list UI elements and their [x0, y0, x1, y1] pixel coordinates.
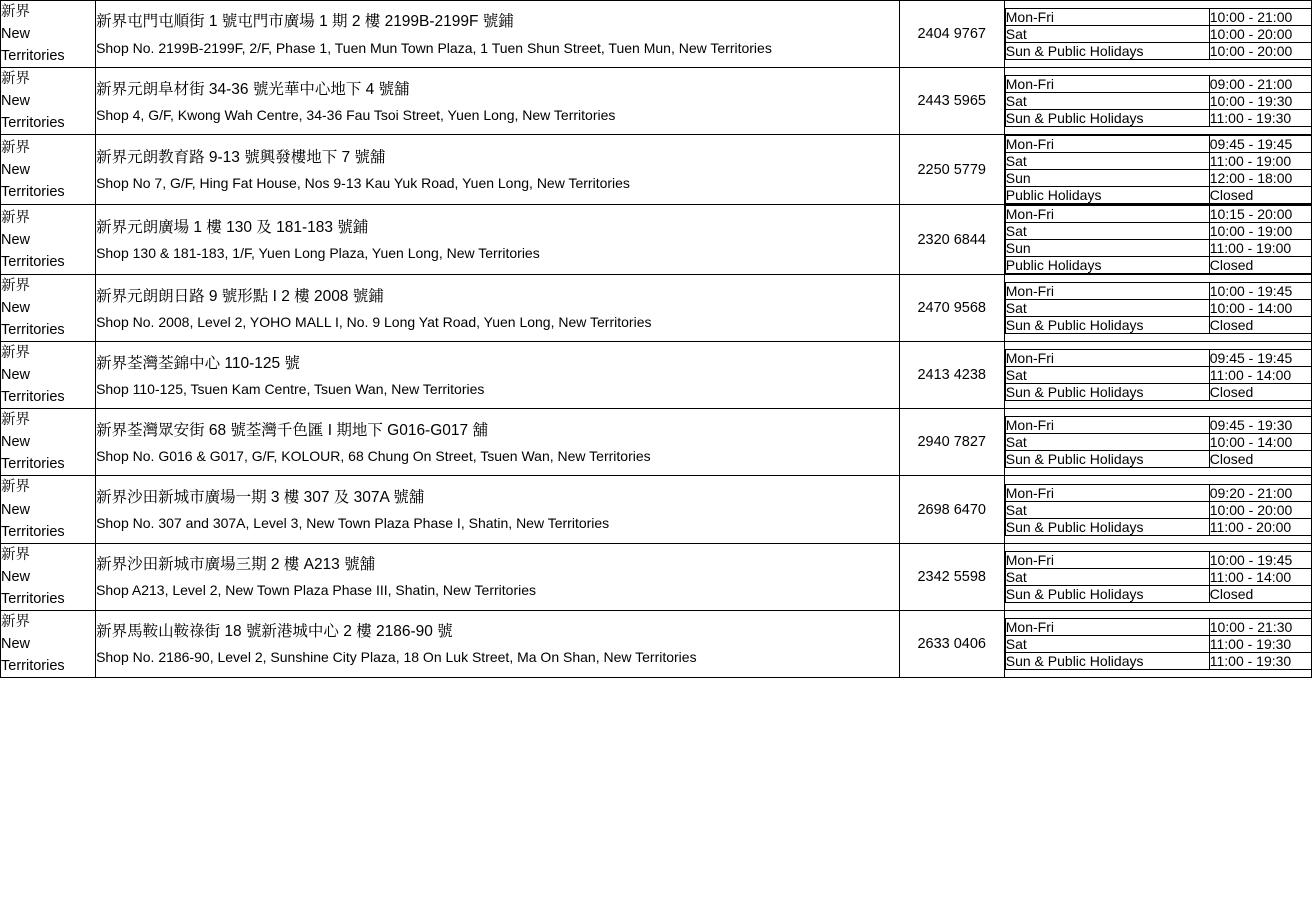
opening-hours-table — [1005, 484, 1312, 536]
opening-hours-day: Mon-Fri — [1005, 484, 1209, 501]
address-en: Shop No 7, G/F, Hing Fat House, Nos 9-13 Kau Yuk Road, Yuen Long, New Territories — [96, 175, 630, 192]
region-label-en-line2: Territories — [1, 456, 65, 473]
opening-hours-row — [1005, 417, 1312, 434]
opening-hours-day: Mon-Fri — [1005, 350, 1209, 367]
table-row — [1, 476, 1312, 543]
region-cell — [1, 205, 96, 275]
opening-hours-row — [1005, 501, 1312, 518]
address-en: Shop No. 2186-90, Level 2, Sunshine City Plaza, 18 On Luk Street, Ma On Shan, New Territories — [96, 649, 697, 666]
opening-hours-time: 12:00 - 18:00 — [1209, 170, 1312, 187]
table-row — [1, 135, 1312, 205]
opening-hours-time: 11:00 - 14:00 — [1209, 367, 1312, 384]
opening-hours-row — [1005, 187, 1312, 204]
table-row — [1, 543, 1312, 610]
table-row — [1, 610, 1312, 677]
opening-hours-day: Sun & Public Holidays — [1005, 518, 1209, 535]
opening-hours-day: Sat — [1005, 635, 1209, 652]
opening-hours-table — [1005, 282, 1312, 334]
opening-hours-day: Public Holidays — [1005, 187, 1209, 204]
region-label-en-line2: Territories — [1, 322, 65, 339]
region-cell — [1, 275, 96, 342]
phone-number: 2470 9568 — [899, 275, 1004, 342]
opening-hours-time: 10:00 - 20:00 — [1209, 43, 1312, 60]
opening-hours-day: Sun & Public Holidays — [1005, 110, 1209, 127]
phone-number: 2342 5598 — [899, 543, 1004, 610]
opening-hours-time: Closed — [1209, 317, 1312, 334]
address-cell — [96, 68, 900, 135]
opening-hours-time: 11:00 - 19:00 — [1209, 153, 1312, 170]
address-zh: 新界荃灣眾安街 68 號荃灣千色匯 I 期地下 G016-G017 舖 — [96, 421, 488, 439]
opening-hours-day: Sat — [1005, 501, 1209, 518]
opening-hours-row — [1005, 451, 1312, 468]
region-label-zh: 新界 — [1, 4, 30, 20]
opening-hours-row — [1005, 170, 1312, 187]
opening-hours-cell — [1004, 610, 1311, 677]
region-label-en-line2: Territories — [1, 48, 65, 65]
opening-hours-row — [1005, 153, 1312, 170]
opening-hours-time: Closed — [1209, 585, 1312, 602]
region-label-en-line1: New — [1, 434, 31, 451]
opening-hours-time: Closed — [1209, 384, 1312, 401]
opening-hours-day: Mon-Fri — [1005, 9, 1209, 26]
opening-hours-table — [1005, 618, 1312, 670]
opening-hours-row — [1005, 26, 1312, 43]
region-label-en-line1: New — [1, 231, 31, 248]
region-label-en-line2: Territories — [1, 253, 65, 270]
phone-number: 2443 5965 — [899, 68, 1004, 135]
opening-hours-table — [1005, 8, 1312, 60]
address-zh: 新界元朗教育路 9-13 號興發樓地下 7 號舖 — [96, 149, 386, 167]
opening-hours-day: Sun — [1005, 170, 1209, 187]
opening-hours-cell — [1004, 476, 1311, 543]
opening-hours-row — [1005, 384, 1312, 401]
region-label-zh: 新界 — [1, 139, 30, 156]
region-label-en-line1: New — [1, 93, 31, 110]
opening-hours-row — [1005, 300, 1312, 317]
region-label-zh: 新界 — [1, 71, 30, 88]
opening-hours-day: Public Holidays — [1005, 257, 1209, 274]
region-cell — [1, 610, 96, 677]
opening-hours-cell — [1004, 68, 1311, 135]
opening-hours-row — [1005, 434, 1312, 451]
opening-hours-time: 10:15 - 20:00 — [1209, 206, 1312, 223]
opening-hours-day: Sat — [1005, 434, 1209, 451]
opening-hours-table — [1005, 135, 1312, 204]
opening-hours-time: 11:00 - 19:30 — [1209, 110, 1312, 127]
opening-hours-row — [1005, 43, 1312, 60]
phone-number: 2633 0406 — [899, 610, 1004, 677]
opening-hours-time: 10:00 - 19:45 — [1209, 551, 1312, 568]
opening-hours-row — [1005, 484, 1312, 501]
phone-number: 2320 6844 — [899, 205, 1004, 275]
opening-hours-row — [1005, 9, 1312, 26]
region-label-en-line1: New — [1, 568, 31, 585]
opening-hours-day: Sun & Public Holidays — [1005, 652, 1209, 669]
phone-number: 2413 4238 — [899, 342, 1004, 409]
opening-hours-row — [1005, 635, 1312, 652]
opening-hours-day: Sun & Public Holidays — [1005, 585, 1209, 602]
region-label-zh: 新界 — [1, 345, 30, 362]
address-cell — [96, 135, 900, 205]
region-cell — [1, 68, 96, 135]
address-en: Shop No. G016 & G017, G/F, KOLOUR, 68 Chung On Street, Tsuen Wan, New Territories — [96, 447, 651, 464]
address-zh: 新界屯門屯順街 1 號屯門市廣場 1 期 2 樓 2199B-2199F 號鋪 — [96, 13, 514, 31]
opening-hours-day: Mon-Fri — [1005, 283, 1209, 300]
region-label-en-line2: Territories — [1, 183, 65, 200]
opening-hours-time: 11:00 - 14:00 — [1209, 568, 1312, 585]
opening-hours-time: 10:00 - 14:00 — [1209, 300, 1312, 317]
region-cell — [1, 409, 96, 476]
opening-hours-row — [1005, 367, 1312, 384]
opening-hours-time: 10:00 - 14:00 — [1209, 434, 1312, 451]
opening-hours-day: Sun — [1005, 240, 1209, 257]
region-label-en-line2: Territories — [1, 657, 65, 674]
region-label-en-line2: Territories — [1, 590, 65, 607]
opening-hours-time: 11:00 - 20:00 — [1209, 518, 1312, 535]
opening-hours-row — [1005, 652, 1312, 669]
opening-hours-row — [1005, 350, 1312, 367]
opening-hours-day: Sat — [1005, 300, 1209, 317]
opening-hours-time: 09:45 - 19:30 — [1209, 417, 1312, 434]
address-en: Shop 4, G/F, Kwong Wah Centre, 34-36 Fau Tsoi Street, Yuen Long, New Territories — [96, 106, 616, 123]
opening-hours-time: 10:00 - 19:30 — [1209, 93, 1312, 110]
region-label-en-line1: New — [1, 367, 31, 384]
phone-number: 2250 5779 — [899, 135, 1004, 205]
address-en: Shop 110-125, Tsuen Kam Centre, Tsuen Wan, New Territories — [96, 380, 485, 397]
region-cell — [1, 1, 96, 68]
opening-hours-time: 10:00 - 19:45 — [1209, 283, 1312, 300]
address-zh: 新界沙田新城市廣場三期 2 樓 A213 號舖 — [96, 556, 376, 574]
opening-hours-day: Sat — [1005, 26, 1209, 43]
opening-hours-cell — [1004, 205, 1311, 275]
region-label-en-line2: Territories — [1, 115, 65, 132]
region-label-zh: 新界 — [1, 546, 30, 563]
address-zh: 新界馬鞍山鞍祿街 18 號新港城中心 2 樓 2186-90 號 — [96, 623, 453, 641]
opening-hours-table — [1005, 349, 1312, 401]
opening-hours-time: 10:00 - 21:00 — [1209, 9, 1312, 26]
opening-hours-time: 09:45 - 19:45 — [1209, 136, 1312, 153]
opening-hours-row — [1005, 568, 1312, 585]
opening-hours-time: 11:00 - 19:00 — [1209, 240, 1312, 257]
address-cell — [96, 610, 900, 677]
opening-hours-row — [1005, 240, 1312, 257]
opening-hours-time: 10:00 - 20:00 — [1209, 501, 1312, 518]
opening-hours-table — [1005, 75, 1312, 127]
opening-hours-day: Sun & Public Holidays — [1005, 384, 1209, 401]
phone-number: 2698 6470 — [899, 476, 1004, 543]
address-zh: 新界沙田新城市廣場一期 3 樓 307 及 307A 號舖 — [96, 488, 425, 506]
address-cell — [96, 1, 900, 68]
opening-hours-time: Closed — [1209, 257, 1312, 274]
region-cell — [1, 135, 96, 205]
opening-hours-row — [1005, 518, 1312, 535]
opening-hours-row — [1005, 223, 1312, 240]
address-cell — [96, 476, 900, 543]
region-label-en-line1: New — [1, 26, 31, 43]
address-cell — [96, 409, 900, 476]
opening-hours-row — [1005, 283, 1312, 300]
opening-hours-day: Sun & Public Holidays — [1005, 43, 1209, 60]
opening-hours-row — [1005, 76, 1312, 93]
opening-hours-table — [1005, 205, 1312, 274]
opening-hours-day: Mon-Fri — [1005, 136, 1209, 153]
address-zh: 新界元朗阜材街 34-36 號光華中心地下 4 號舖 — [96, 80, 410, 98]
opening-hours-day: Sat — [1005, 223, 1209, 240]
region-label-zh: 新界 — [1, 209, 30, 226]
opening-hours-cell — [1004, 275, 1311, 342]
table-row — [1, 275, 1312, 342]
opening-hours-cell — [1004, 1, 1311, 68]
opening-hours-day: Mon-Fri — [1005, 76, 1209, 93]
opening-hours-time: Closed — [1209, 451, 1312, 468]
opening-hours-day: Mon-Fri — [1005, 618, 1209, 635]
opening-hours-day: Sat — [1005, 93, 1209, 110]
opening-hours-time: 09:45 - 19:45 — [1209, 350, 1312, 367]
opening-hours-day: Mon-Fri — [1005, 551, 1209, 568]
opening-hours-day: Mon-Fri — [1005, 206, 1209, 223]
opening-hours-row — [1005, 206, 1312, 223]
address-en: Shop 130 & 181-183, 1/F, Yuen Long Plaza, Yuen Long, New Territories — [96, 245, 540, 262]
region-label-en-line1: New — [1, 161, 31, 178]
region-label-zh: 新界 — [1, 479, 30, 496]
opening-hours-row — [1005, 93, 1312, 110]
table-row — [1, 409, 1312, 476]
opening-hours-day: Sun & Public Holidays — [1005, 317, 1209, 334]
opening-hours-time: 09:20 - 21:00 — [1209, 484, 1312, 501]
opening-hours-row — [1005, 317, 1312, 334]
opening-hours-row — [1005, 551, 1312, 568]
opening-hours-day: Mon-Fri — [1005, 417, 1209, 434]
region-cell — [1, 543, 96, 610]
address-en: Shop A213, Level 2, New Town Plaza Phase III, Shatin, New Territories — [96, 582, 537, 599]
table-row — [1, 68, 1312, 135]
address-en: Shop No. 2008, Level 2, YOHO MALL I, No. 9 Long Yat Road, Yuen Long, New Territories — [96, 313, 652, 330]
opening-hours-time: 11:00 - 19:30 — [1209, 652, 1312, 669]
region-label-en-line1: New — [1, 635, 31, 652]
phone-number: 2940 7827 — [899, 409, 1004, 476]
opening-hours-table — [1005, 416, 1312, 468]
region-label-en-line2: Territories — [1, 389, 65, 406]
address-en: Shop No. 307 and 307A, Level 3, New Town Plaza Phase I, Shatin, New Territories — [96, 515, 610, 532]
opening-hours-day: Sun & Public Holidays — [1005, 451, 1209, 468]
table-row — [1, 1, 1312, 68]
table-row — [1, 342, 1312, 409]
opening-hours-time: Closed — [1209, 187, 1312, 204]
opening-hours-time: 10:00 - 21:30 — [1209, 618, 1312, 635]
table-row — [1, 205, 1312, 275]
opening-hours-cell — [1004, 543, 1311, 610]
address-zh: 新界荃灣荃錦中心 110-125 號 — [96, 354, 300, 372]
opening-hours-row — [1005, 257, 1312, 274]
phone-number: 2404 9767 — [899, 1, 1004, 68]
opening-hours-time: 10:00 - 19:00 — [1209, 223, 1312, 240]
region-label-en-line1: New — [1, 501, 31, 518]
opening-hours-table — [1005, 551, 1312, 603]
opening-hours-day: Sat — [1005, 153, 1209, 170]
region-cell — [1, 476, 96, 543]
address-cell — [96, 342, 900, 409]
opening-hours-day: Sat — [1005, 367, 1209, 384]
region-label-en-line1: New — [1, 300, 31, 317]
opening-hours-cell — [1004, 409, 1311, 476]
address-cell — [96, 205, 900, 275]
opening-hours-cell — [1004, 135, 1311, 205]
address-en: Shop No. 2199B-2199F, 2/F, Phase 1, Tuen Mun Town Plaza, 1 Tuen Shun Street, Tuen Mun, New Territories — [96, 39, 772, 56]
region-label-en-line2: Territories — [1, 523, 65, 540]
opening-hours-row — [1005, 110, 1312, 127]
store-table-body — [1, 1, 1312, 678]
address-zh: 新界元朗朗日路 9 號形點 I 2 樓 2008 號鋪 — [96, 287, 384, 305]
opening-hours-time: 11:00 - 19:30 — [1209, 635, 1312, 652]
address-cell — [96, 275, 900, 342]
opening-hours-time: 10:00 - 20:00 — [1209, 26, 1312, 43]
region-label-zh: 新界 — [1, 278, 30, 295]
opening-hours-day: Sat — [1005, 568, 1209, 585]
address-zh: 新界元朗廣場 1 樓 130 及 181-183 號鋪 — [96, 219, 369, 237]
opening-hours-time: 09:00 - 21:00 — [1209, 76, 1312, 93]
region-cell — [1, 342, 96, 409]
region-label-zh: 新界 — [1, 412, 30, 429]
opening-hours-row — [1005, 585, 1312, 602]
address-cell — [96, 543, 900, 610]
opening-hours-row — [1005, 618, 1312, 635]
opening-hours-cell — [1004, 342, 1311, 409]
region-label-zh: 新界 — [1, 613, 30, 630]
opening-hours-row — [1005, 136, 1312, 153]
